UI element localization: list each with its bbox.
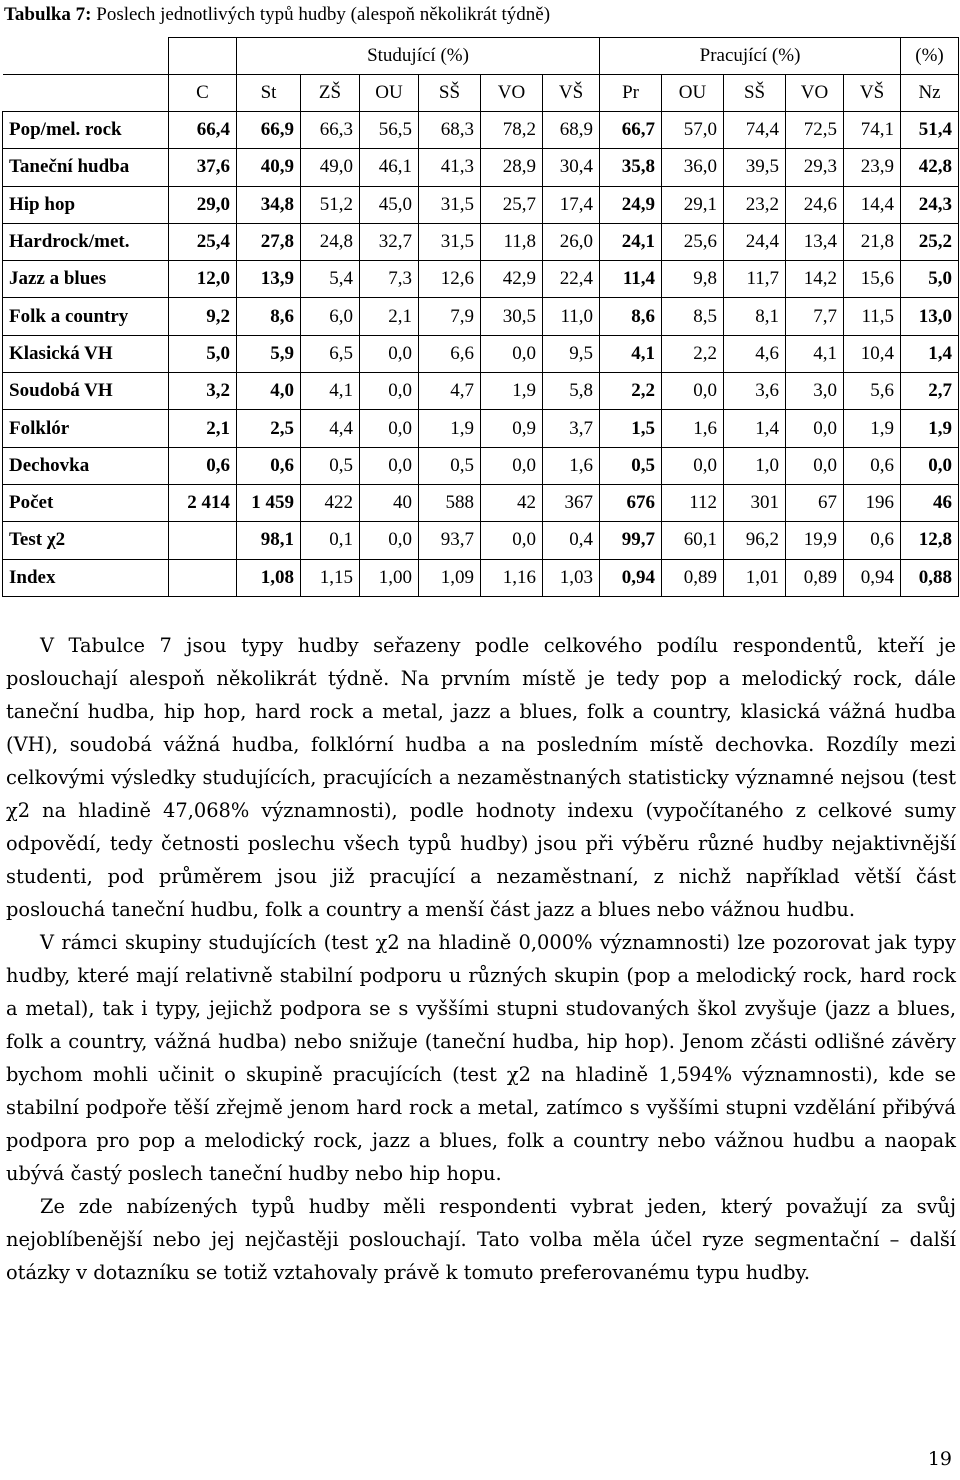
table-cell: 1,6 bbox=[543, 447, 600, 484]
table-cell: 0,6 bbox=[844, 522, 901, 559]
group-pracujici: Pracující (%) bbox=[600, 38, 901, 75]
table-cell: 4,6 bbox=[724, 335, 786, 372]
table-cell: 5,0 bbox=[169, 335, 237, 372]
table-row bbox=[3, 373, 959, 410]
table-cell: 29,3 bbox=[786, 149, 844, 186]
table-cell: 78,2 bbox=[481, 112, 543, 149]
table-cell: 96,2 bbox=[724, 522, 786, 559]
column-header: Pr bbox=[600, 75, 662, 112]
column-header: VŠ bbox=[543, 75, 600, 112]
table-cell: 367 bbox=[543, 484, 600, 521]
table-cell: 66,9 bbox=[237, 112, 301, 149]
table-cell: 24,9 bbox=[600, 186, 662, 223]
table-cell: 0,94 bbox=[600, 559, 662, 596]
table-cell: 25,2 bbox=[901, 223, 959, 260]
table-cell: 51,4 bbox=[901, 112, 959, 149]
table-cell: 24,8 bbox=[301, 223, 360, 260]
row-label: Index bbox=[3, 559, 169, 596]
table-cell: 0,88 bbox=[901, 559, 959, 596]
table-cell: 1,9 bbox=[844, 410, 901, 447]
table-cell: 12,0 bbox=[169, 261, 237, 298]
header-blank-c bbox=[169, 38, 237, 75]
table-cell: 29,1 bbox=[662, 186, 724, 223]
table-cell: 196 bbox=[844, 484, 901, 521]
table-cell: 40,9 bbox=[237, 149, 301, 186]
table-cell: 68,9 bbox=[543, 112, 600, 149]
table-cell: 8,6 bbox=[237, 298, 301, 335]
table-cell bbox=[169, 522, 237, 559]
table-cell: 30,4 bbox=[543, 149, 600, 186]
table-cell: 4,0 bbox=[237, 373, 301, 410]
column-header-row bbox=[3, 75, 959, 112]
table-cell bbox=[169, 559, 237, 596]
table-cell: 0,0 bbox=[662, 447, 724, 484]
table-row bbox=[3, 335, 959, 372]
table-cell: 4,1 bbox=[301, 373, 360, 410]
table-cell: 112 bbox=[662, 484, 724, 521]
table-cell: 2 414 bbox=[169, 484, 237, 521]
table-cell: 14,4 bbox=[844, 186, 901, 223]
table-cell: 4,1 bbox=[786, 335, 844, 372]
table-cell: 42,9 bbox=[481, 261, 543, 298]
table-cell: 3,6 bbox=[724, 373, 786, 410]
column-header: OU bbox=[662, 75, 724, 112]
table-cell: 6,5 bbox=[301, 335, 360, 372]
table-cell: 0,94 bbox=[844, 559, 901, 596]
column-header: St bbox=[237, 75, 301, 112]
column-header: Nz bbox=[901, 75, 959, 112]
table-cell: 66,7 bbox=[600, 112, 662, 149]
table-cell: 2,2 bbox=[662, 335, 724, 372]
table-cell: 7,9 bbox=[419, 298, 481, 335]
table-cell: 24,1 bbox=[600, 223, 662, 260]
table-cell: 98,1 bbox=[237, 522, 301, 559]
table-cell: 10,4 bbox=[844, 335, 901, 372]
table-cell: 7,3 bbox=[360, 261, 419, 298]
table-caption bbox=[0, 0, 960, 30]
header-corner-2 bbox=[3, 75, 169, 112]
table-cell: 41,3 bbox=[419, 149, 481, 186]
table-cell: 74,4 bbox=[724, 112, 786, 149]
table-cell: 9,2 bbox=[169, 298, 237, 335]
table-cell: 13,0 bbox=[901, 298, 959, 335]
table-cell: 0,0 bbox=[360, 522, 419, 559]
table-cell: 422 bbox=[301, 484, 360, 521]
table-cell: 0,0 bbox=[481, 335, 543, 372]
table-row bbox=[3, 112, 959, 149]
table-cell: 27,8 bbox=[237, 223, 301, 260]
row-label: Hip hop bbox=[3, 186, 169, 223]
table-cell: 1,00 bbox=[360, 559, 419, 596]
table-cell: 0,0 bbox=[481, 522, 543, 559]
table-cell: 24,3 bbox=[901, 186, 959, 223]
table-cell: 1,4 bbox=[901, 335, 959, 372]
table-cell: 4,7 bbox=[419, 373, 481, 410]
table-cell: 36,0 bbox=[662, 149, 724, 186]
table-cell: 24,6 bbox=[786, 186, 844, 223]
table-cell: 23,9 bbox=[844, 149, 901, 186]
table-row bbox=[3, 522, 959, 559]
paragraph: V rámci skupiny studujících (test χ2 na hladině 0,000% významnosti) lze pozorovat jak typy hudby, které mají relativně stabilní podporu u různých skupin (pop a melodický rock, hard rock a metal), tak i typy, jejichž podpora se s vyššími stupni studovaných škol zvyšuje (jazz a blues, folk a country, vážná hudba) nebo snižuje (taneční hudba, hip hop). Jenom zčásti odlišné závěry bychom mohli učinit o skupině pracujících (test χ2 na hladině 1,594% významnosti), kde se stabilní podpoře těší zřejmě jenom hard rock a metal, zatímco s vyššími stupni vzdělání přibývá podpora pro pop a melodický rock, jazz a blues, folk a country nebo vážnou hudbu a naopak ubývá častý poslech taneční hudby nebo hip hopu. bbox=[6, 931, 956, 1185]
row-label: Folk a country bbox=[3, 298, 169, 335]
table-cell: 0,0 bbox=[360, 410, 419, 447]
column-header: OU bbox=[360, 75, 419, 112]
table-cell: 0,0 bbox=[360, 373, 419, 410]
column-header: SŠ bbox=[724, 75, 786, 112]
table-cell: 588 bbox=[419, 484, 481, 521]
table-cell: 46,1 bbox=[360, 149, 419, 186]
table-cell: 56,5 bbox=[360, 112, 419, 149]
table-cell: 1,5 bbox=[600, 410, 662, 447]
table-cell: 37,6 bbox=[169, 149, 237, 186]
row-label: Klasická VH bbox=[3, 335, 169, 372]
table-cell: 2,1 bbox=[169, 410, 237, 447]
table-row bbox=[3, 410, 959, 447]
table-cell: 2,5 bbox=[237, 410, 301, 447]
table-cell: 5,9 bbox=[237, 335, 301, 372]
table-cell: 0,0 bbox=[481, 447, 543, 484]
table-cell: 13,9 bbox=[237, 261, 301, 298]
table-cell: 5,0 bbox=[901, 261, 959, 298]
table-cell: 9,8 bbox=[662, 261, 724, 298]
table-cell: 2,2 bbox=[600, 373, 662, 410]
table-cell: 25,4 bbox=[169, 223, 237, 260]
table-cell: 39,5 bbox=[724, 149, 786, 186]
table-cell: 0,9 bbox=[481, 410, 543, 447]
table-cell: 13,4 bbox=[786, 223, 844, 260]
table-cell: 3,2 bbox=[169, 373, 237, 410]
table-cell: 0,5 bbox=[419, 447, 481, 484]
table-cell: 8,6 bbox=[600, 298, 662, 335]
table-cell: 0,5 bbox=[301, 447, 360, 484]
table-cell: 6,0 bbox=[301, 298, 360, 335]
table-cell: 99,7 bbox=[600, 522, 662, 559]
table-cell: 0,0 bbox=[360, 447, 419, 484]
table-cell: 66,4 bbox=[169, 112, 237, 149]
table-cell: 1,09 bbox=[419, 559, 481, 596]
column-header: SŠ bbox=[419, 75, 481, 112]
table-cell: 0,0 bbox=[662, 373, 724, 410]
table-cell: 11,4 bbox=[600, 261, 662, 298]
table-cell: 35,8 bbox=[600, 149, 662, 186]
table-cell: 11,8 bbox=[481, 223, 543, 260]
table-cell: 5,4 bbox=[301, 261, 360, 298]
music-table bbox=[2, 37, 959, 597]
table-cell: 4,4 bbox=[301, 410, 360, 447]
caption-label: Tabulka 7: bbox=[4, 4, 92, 25]
column-header: C bbox=[169, 75, 237, 112]
table-cell: 11,7 bbox=[724, 261, 786, 298]
row-label: Pop/mel. rock bbox=[3, 112, 169, 149]
table-cell: 0,4 bbox=[543, 522, 600, 559]
table-cell: 6,6 bbox=[419, 335, 481, 372]
table-cell: 51,2 bbox=[301, 186, 360, 223]
table-cell: 22,4 bbox=[543, 261, 600, 298]
table-cell: 1,4 bbox=[724, 410, 786, 447]
table-row bbox=[3, 447, 959, 484]
table-cell: 1,16 bbox=[481, 559, 543, 596]
table-cell: 9,5 bbox=[543, 335, 600, 372]
header-corner bbox=[3, 38, 169, 75]
table-cell: 19,9 bbox=[786, 522, 844, 559]
table-cell: 42 bbox=[481, 484, 543, 521]
table-cell: 1,9 bbox=[481, 373, 543, 410]
group-studujici: Studující (%) bbox=[237, 38, 600, 75]
table-cell: 0,89 bbox=[786, 559, 844, 596]
table-cell: 11,0 bbox=[543, 298, 600, 335]
row-label: Taneční hudba bbox=[3, 149, 169, 186]
table-cell: 45,0 bbox=[360, 186, 419, 223]
table-cell: 25,7 bbox=[481, 186, 543, 223]
table-cell: 0,6 bbox=[844, 447, 901, 484]
table-cell: 25,6 bbox=[662, 223, 724, 260]
table-cell: 3,7 bbox=[543, 410, 600, 447]
table-row bbox=[3, 149, 959, 186]
table-cell: 30,5 bbox=[481, 298, 543, 335]
table-cell: 1,08 bbox=[237, 559, 301, 596]
table-cell: 40 bbox=[360, 484, 419, 521]
table-cell: 1,9 bbox=[901, 410, 959, 447]
table-cell: 14,2 bbox=[786, 261, 844, 298]
row-label: Dechovka bbox=[3, 447, 169, 484]
table-body bbox=[3, 112, 959, 597]
table-cell: 49,0 bbox=[301, 149, 360, 186]
table-cell: 5,8 bbox=[543, 373, 600, 410]
table-cell: 1,01 bbox=[724, 559, 786, 596]
table-cell: 8,5 bbox=[662, 298, 724, 335]
table-cell: 11,5 bbox=[844, 298, 901, 335]
table-cell: 5,6 bbox=[844, 373, 901, 410]
table-cell: 24,4 bbox=[724, 223, 786, 260]
table-cell: 0,1 bbox=[301, 522, 360, 559]
caption-text: Poslech jednotlivých typů hudby (alespoň několikrát týdně) bbox=[96, 4, 551, 25]
paragraph: V Tabulce 7 jsou typy hudby seřazeny podle celkového podílu respondentů, kteří je poslouchají alespoň několikrát týdně. Na prvním místě je tedy pop a melodický rock, dále taneční hudba, hip hop, hard rock a metal, jazz a blues, folk a country, klasická vážná hudba (VH), soudobá vážná hudba, folklórní hudba a na posledním místě dechovka. Rozdíly mezi celkovými výsledky studujících, pracujících a nezaměstnaných statisticky významné nejsou (test χ2 na hladině 47,068% významnosti), podle hodnoty indexu (vypočítaného z celkové sumy odpovědí, tedy četnosti poslechu všech typů hudby) jsou při výběru různé hudby nejaktivnější studenti, pod průměrem jsou již pracující a nezaměstnaní, z nichž například větší část poslouchá taneční hudbu, folk a country a menší část jazz a blues nebo vážnou hudbu. bbox=[6, 634, 956, 921]
table-cell: 72,5 bbox=[786, 112, 844, 149]
table-cell: 0,89 bbox=[662, 559, 724, 596]
table-cell: 31,5 bbox=[419, 186, 481, 223]
group-header-row bbox=[3, 38, 959, 75]
table-cell: 34,8 bbox=[237, 186, 301, 223]
table-cell: 29,0 bbox=[169, 186, 237, 223]
table-cell: 0,6 bbox=[237, 447, 301, 484]
paragraph: Ze zde nabízených typů hudby měli respondenti vybrat jeden, který považují za svůj nejoblíbenější nebo jej nejčastěji poslouchají. Tato volba měla účel ryze segmentační – další otázky v dotazníku se totiž vztahovaly právě k tomuto preferovanému typu hudby. bbox=[6, 1195, 956, 1284]
table-cell: 67 bbox=[786, 484, 844, 521]
table-cell: 1,6 bbox=[662, 410, 724, 447]
row-label: Test χ2 bbox=[3, 522, 169, 559]
group-nz: (%) bbox=[901, 38, 959, 75]
table-row bbox=[3, 186, 959, 223]
table-cell: 3,0 bbox=[786, 373, 844, 410]
table-cell: 32,7 bbox=[360, 223, 419, 260]
table-cell: 1,0 bbox=[724, 447, 786, 484]
table-cell: 12,8 bbox=[901, 522, 959, 559]
table-cell: 0,0 bbox=[786, 447, 844, 484]
table-cell: 23,2 bbox=[724, 186, 786, 223]
row-label: Počet bbox=[3, 484, 169, 521]
table-row bbox=[3, 559, 959, 596]
table-cell: 26,0 bbox=[543, 223, 600, 260]
column-header: VŠ bbox=[844, 75, 901, 112]
table-cell: 12,6 bbox=[419, 261, 481, 298]
table-cell: 0,6 bbox=[169, 447, 237, 484]
row-label: Soudobá VH bbox=[3, 373, 169, 410]
table-cell: 1,9 bbox=[419, 410, 481, 447]
row-label: Hardrock/met. bbox=[3, 223, 169, 260]
page-number: 19 bbox=[927, 1448, 952, 1470]
table-cell: 21,8 bbox=[844, 223, 901, 260]
row-label: Folklór bbox=[3, 410, 169, 447]
column-header: VO bbox=[481, 75, 543, 112]
table-cell: 7,7 bbox=[786, 298, 844, 335]
table-cell: 0,0 bbox=[901, 447, 959, 484]
table-cell: 676 bbox=[600, 484, 662, 521]
table-cell: 4,1 bbox=[600, 335, 662, 372]
table-row bbox=[3, 484, 959, 521]
table-cell: 68,3 bbox=[419, 112, 481, 149]
table-cell: 15,6 bbox=[844, 261, 901, 298]
table-cell: 74,1 bbox=[844, 112, 901, 149]
table-cell: 301 bbox=[724, 484, 786, 521]
table-cell: 66,3 bbox=[301, 112, 360, 149]
table-cell: 2,1 bbox=[360, 298, 419, 335]
table-cell: 2,7 bbox=[901, 373, 959, 410]
table-cell: 57,0 bbox=[662, 112, 724, 149]
table-cell: 8,1 bbox=[724, 298, 786, 335]
table-cell: 17,4 bbox=[543, 186, 600, 223]
table-cell: 1 459 bbox=[237, 484, 301, 521]
table-cell: 42,8 bbox=[901, 149, 959, 186]
body-text bbox=[6, 629, 956, 1289]
table-cell: 31,5 bbox=[419, 223, 481, 260]
table-row bbox=[3, 298, 959, 335]
column-header: ZŠ bbox=[301, 75, 360, 112]
table-cell: 28,9 bbox=[481, 149, 543, 186]
table-cell: 46 bbox=[901, 484, 959, 521]
table-cell: 93,7 bbox=[419, 522, 481, 559]
table-cell: 1,03 bbox=[543, 559, 600, 596]
table-cell: 1,15 bbox=[301, 559, 360, 596]
table-cell: 0,5 bbox=[600, 447, 662, 484]
table-row bbox=[3, 261, 959, 298]
table-cell: 60,1 bbox=[662, 522, 724, 559]
table-cell: 0,0 bbox=[360, 335, 419, 372]
row-label: Jazz a blues bbox=[3, 261, 169, 298]
table-row bbox=[3, 223, 959, 260]
table-cell: 0,0 bbox=[786, 410, 844, 447]
column-header: VO bbox=[786, 75, 844, 112]
